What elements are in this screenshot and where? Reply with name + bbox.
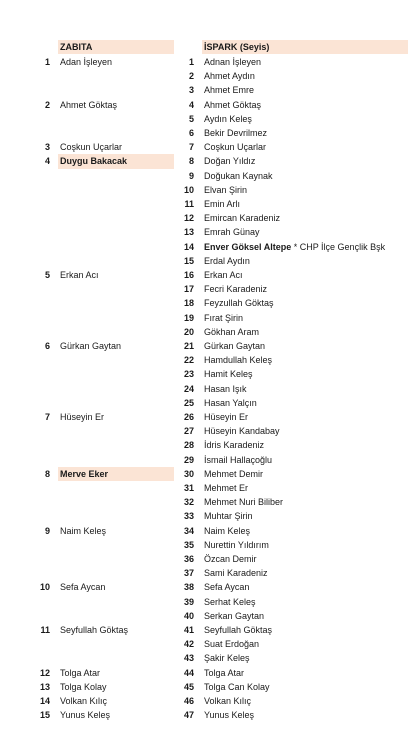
zabita-name	[58, 637, 174, 651]
table-row	[0, 197, 408, 211]
ispark-name-cell	[202, 240, 408, 254]
table-row	[0, 438, 408, 452]
zabita-number	[14, 197, 50, 211]
ispark-name-cell	[202, 453, 408, 467]
ispark-name-cell	[202, 623, 408, 637]
ispark-name-cell	[202, 524, 408, 538]
zabita-number	[14, 495, 50, 509]
zabita-name: Erkan Acı	[60, 270, 99, 280]
table-row	[0, 666, 408, 680]
table-row	[0, 268, 408, 282]
ispark-name: Hasan Işık	[204, 383, 247, 394]
table-row	[0, 225, 408, 239]
zabita-number: 4	[44, 156, 50, 167]
ispark-number: 12	[183, 213, 194, 224]
zabita-name	[58, 197, 174, 211]
ispark-name-cell	[202, 694, 408, 708]
zabita-number	[14, 481, 50, 495]
ispark-number: 20	[183, 326, 194, 337]
ispark-name: Hüseyin Kandabay	[204, 426, 280, 437]
table-row	[0, 467, 408, 481]
ispark-number: 35	[183, 539, 194, 550]
zabita-name	[58, 126, 174, 140]
zabita-name: Duygu Bakacak	[58, 154, 174, 168]
ispark-number: 15	[183, 255, 194, 266]
zabita-number	[14, 183, 50, 197]
ispark-number: 40	[183, 610, 194, 621]
zabita-number	[14, 254, 50, 268]
ispark-number: 5	[188, 113, 194, 124]
zabita-number	[14, 225, 50, 239]
ispark-name-cell	[202, 353, 408, 367]
zabita-name	[58, 453, 174, 467]
zabita-name: Volkan Kılıç	[60, 696, 108, 706]
table-row	[0, 311, 408, 325]
table-row	[0, 566, 408, 580]
zabita-number	[14, 325, 50, 339]
zabita-number	[14, 69, 50, 83]
zabita-number	[14, 382, 50, 396]
ispark-number: 23	[183, 369, 194, 380]
table-row	[0, 410, 408, 424]
ispark-name: Özcan Demir	[204, 554, 257, 564]
zabita-name	[58, 509, 174, 523]
ispark-name: Seyfullah Göktaş	[204, 625, 273, 635]
ispark-name: Nurettin Yıldırım	[204, 539, 269, 550]
ispark-name: Emin Arlı	[204, 199, 241, 209]
zabita-number	[14, 169, 50, 183]
zabita-name	[58, 566, 174, 580]
zabita-number: 3	[44, 142, 50, 153]
zabita-number	[14, 453, 50, 467]
ispark-name-cell	[202, 140, 408, 154]
zabita-number: 14	[39, 696, 50, 706]
ispark-number: 8	[188, 156, 194, 167]
ispark-number: 2	[188, 71, 194, 82]
table-row	[0, 211, 408, 225]
ispark-number: 43	[183, 653, 194, 664]
ispark-number: 42	[183, 639, 194, 650]
zabita-name	[58, 69, 174, 83]
zabita-name	[58, 211, 174, 225]
table-row	[0, 708, 408, 722]
ispark-name: Fırat Şirin	[204, 312, 244, 323]
zabita-number: 5	[44, 270, 50, 280]
zabita-name	[58, 595, 174, 609]
zabita-name: Sefa Aycan	[60, 582, 106, 593]
zabita-number: 7	[44, 412, 50, 422]
ispark-name: Emircan Karadeniz	[204, 213, 281, 224]
table-row	[0, 580, 408, 594]
table-row	[0, 296, 408, 310]
ispark-name: Yunus Keleş	[204, 710, 255, 721]
ispark-name-cell	[202, 708, 408, 722]
zabita-number	[14, 609, 50, 623]
ispark-name: Fecri Karadeniz	[204, 284, 268, 295]
table-row	[0, 694, 408, 708]
ispark-number: 1	[188, 57, 194, 67]
ispark-name: Hüseyin Er	[204, 412, 249, 422]
ispark-name: Volkan Kılıç	[204, 696, 252, 706]
ispark-name-cell	[202, 495, 408, 509]
ispark-number: 32	[183, 497, 194, 508]
ispark-number: 11	[184, 199, 194, 209]
ispark-name: Doğukan Kaynak	[204, 170, 273, 181]
zabita-number	[14, 367, 50, 381]
ispark-number: 34	[183, 525, 194, 536]
ispark-number: 21	[183, 341, 194, 351]
zabita-name	[58, 311, 174, 325]
zabita-name	[58, 112, 174, 126]
zabita-name: Seyfullah Göktaş	[60, 625, 129, 635]
ispark-name-cell	[202, 69, 408, 83]
table-row	[0, 140, 408, 154]
table-row	[0, 240, 408, 254]
ispark-number: 30	[183, 468, 194, 479]
ispark-note: * CHP İlçe Gençlik Bşk	[291, 241, 386, 252]
zabita-name	[58, 183, 174, 197]
table-row	[0, 651, 408, 665]
ispark-name-cell	[202, 126, 408, 140]
ispark-number: 41	[183, 625, 194, 635]
ispark-name-cell	[202, 197, 408, 211]
zabita-number: 11	[40, 625, 50, 635]
zabita-header: ZABITA	[58, 40, 174, 54]
zabita-number	[14, 282, 50, 296]
ispark-name-cell	[202, 396, 408, 410]
ispark-name: Sami Karadeniz	[204, 568, 268, 579]
zabita-name	[58, 240, 174, 254]
table-row	[0, 98, 408, 112]
zabita-name: Yunus Keleş	[60, 710, 111, 721]
table-row	[0, 183, 408, 197]
ispark-name-cell	[202, 680, 408, 694]
zabita-number	[14, 651, 50, 665]
zabita-name	[58, 609, 174, 623]
zabita-number	[14, 424, 50, 438]
ispark-name: Emrah Günay	[204, 227, 260, 238]
zabita-name	[58, 481, 174, 495]
zabita-number	[14, 396, 50, 410]
ispark-name: Aydın Keleş	[204, 113, 252, 124]
zabita-name: Tolga Atar	[60, 667, 101, 678]
zabita-name: Naim Keleş	[60, 525, 107, 536]
zabita-name	[58, 396, 174, 410]
ispark-number: 33	[183, 511, 194, 522]
ispark-number: 22	[183, 355, 194, 366]
ispark-name: Hamit Keleş	[204, 369, 253, 380]
table-row	[0, 538, 408, 552]
zabita-number	[14, 566, 50, 580]
ispark-number: 26	[183, 412, 194, 422]
ispark-name: İdris Karadeniz	[204, 440, 265, 451]
ispark-number: 7	[188, 142, 194, 153]
zabita-name: Coşkun Uçarlar	[60, 142, 123, 153]
table-row	[0, 154, 408, 168]
table-row	[0, 55, 408, 69]
table-row	[0, 453, 408, 467]
zabita-name	[58, 438, 174, 452]
zabita-number: 13	[39, 681, 50, 692]
ispark-name: Doğan Yıldız	[204, 156, 256, 167]
ispark-name-cell	[202, 183, 408, 197]
zabita-name	[58, 282, 174, 296]
ispark-number: 39	[183, 596, 194, 607]
zabita-number: 10	[39, 582, 50, 593]
ispark-number: 13	[183, 227, 194, 238]
ispark-number: 46	[183, 696, 194, 706]
zabita-name	[58, 367, 174, 381]
zabita-name	[58, 424, 174, 438]
zabita-number: 1	[44, 57, 50, 67]
ispark-number: 3	[188, 85, 194, 96]
ispark-name-cell	[202, 339, 408, 353]
ispark-name: Ahmet Aydın	[204, 71, 255, 82]
ispark-name-cell	[202, 609, 408, 623]
ispark-name-cell	[202, 438, 408, 452]
ispark-name: Sefa Aycan	[204, 582, 250, 593]
zabita-number	[14, 126, 50, 140]
ispark-name-cell	[202, 296, 408, 310]
ispark-name-cell	[202, 509, 408, 523]
table-row	[0, 382, 408, 396]
zabita-number	[14, 538, 50, 552]
table-row	[0, 126, 408, 140]
ispark-name: Suat Erdoğan	[204, 639, 260, 650]
ispark-name-cell	[202, 83, 408, 97]
zabita-name	[58, 382, 174, 396]
ispark-name: İsmail Hallaçoğlu	[204, 454, 273, 465]
table-row	[0, 552, 408, 566]
ispark-name: Mehmet Er	[204, 483, 249, 493]
ispark-name: Tolga Can Kolay	[204, 681, 270, 692]
ispark-name-cell	[202, 637, 408, 651]
ispark-name-cell	[202, 311, 408, 325]
ispark-name: Serkan Gaytan	[204, 610, 265, 621]
zabita-number: 15	[39, 710, 50, 721]
ispark-name-cell	[202, 325, 408, 339]
zabita-number: 9	[44, 525, 50, 536]
ispark-name: Mehmet Demir	[204, 468, 264, 479]
ispark-name: Coşkun Uçarlar	[204, 142, 267, 153]
ispark-name: Ahmet Emre	[204, 85, 255, 96]
ispark-number: 28	[183, 440, 194, 451]
zabita-number: 12	[39, 667, 50, 678]
ispark-name-cell	[202, 169, 408, 183]
ispark-name-cell	[202, 225, 408, 239]
zabita-number	[14, 509, 50, 523]
ispark-name-cell	[202, 367, 408, 381]
ispark-number: 19	[183, 312, 194, 323]
ispark-name-cell	[202, 55, 408, 69]
table-row	[0, 169, 408, 183]
ispark-name-cell	[202, 666, 408, 680]
table-row	[0, 509, 408, 523]
ispark-name: Serhat Keleş	[204, 596, 256, 607]
table-row	[0, 83, 408, 97]
ispark-number: 6	[188, 128, 194, 138]
ispark-name-cell	[202, 481, 408, 495]
ispark-name-cell	[202, 552, 408, 566]
zabita-name	[58, 296, 174, 310]
ispark-name-cell	[202, 112, 408, 126]
table-row	[0, 112, 408, 126]
ispark-name: Enver Göksel Altepe	[204, 241, 292, 252]
zabita-name: Adan İşleyen	[60, 57, 113, 67]
ispark-name: Feyzullah Göktaş	[204, 298, 274, 309]
zabita-name	[58, 169, 174, 183]
zabita-name	[58, 325, 174, 339]
ispark-name: Adnan İşleyen	[204, 57, 262, 67]
table-row	[0, 609, 408, 623]
ispark-name: Elvan Şirin	[204, 184, 248, 195]
ispark-number: 38	[183, 582, 194, 593]
ispark-name-cell	[202, 268, 408, 282]
ispark-number: 44	[183, 667, 194, 678]
ispark-name: Naim Keleş	[204, 525, 251, 536]
ispark-number: 24	[183, 383, 194, 394]
zabita-number	[14, 353, 50, 367]
ispark-name-cell	[202, 254, 408, 268]
header-row	[0, 40, 408, 54]
ispark-name: Tolga Atar	[204, 667, 245, 678]
table-row	[0, 481, 408, 495]
table-row	[0, 495, 408, 509]
zabita-name	[58, 225, 174, 239]
ispark-number: 17	[183, 284, 194, 295]
ispark-name: Gökhan Aram	[204, 326, 260, 337]
ispark-name: Hamdullah Keleş	[204, 355, 273, 366]
ispark-name-cell	[202, 651, 408, 665]
zabita-name: Tolga Kolay	[60, 681, 107, 692]
zabita-number	[14, 112, 50, 126]
ispark-number: 45	[183, 681, 194, 692]
zabita-number	[14, 595, 50, 609]
ispark-number: 36	[183, 554, 194, 564]
table-row	[0, 254, 408, 268]
zabita-name	[58, 651, 174, 665]
ispark-name: Bekir Devrilmez	[204, 128, 268, 138]
ispark-number: 4	[188, 99, 194, 110]
table-row	[0, 339, 408, 353]
ispark-name-cell	[202, 424, 408, 438]
zabita-name	[58, 552, 174, 566]
zabita-name	[58, 495, 174, 509]
ispark-number: 27	[183, 426, 194, 437]
zabita-number: 6	[44, 341, 50, 351]
zabita-name	[58, 353, 174, 367]
ispark-name-cell	[202, 566, 408, 580]
ispark-name: Mehmet Nuri Biliber	[204, 497, 284, 508]
table-row	[0, 396, 408, 410]
ispark-name-cell	[202, 410, 408, 424]
zabita-name	[58, 83, 174, 97]
ispark-name: Erdal Aydın	[204, 255, 250, 266]
zabita-number: 2	[44, 99, 50, 110]
ispark-name: Hasan Yalçın	[204, 397, 257, 408]
ispark-name-cell	[202, 282, 408, 296]
table-row	[0, 524, 408, 538]
ispark-name-cell	[202, 382, 408, 396]
zabita-name	[58, 538, 174, 552]
ispark-name-cell	[202, 211, 408, 225]
zabita-number	[14, 83, 50, 97]
table-row	[0, 680, 408, 694]
ispark-name: Muhtar Şirin	[204, 511, 253, 522]
ispark-number: 25	[183, 397, 194, 408]
table-row	[0, 424, 408, 438]
zabita-number	[14, 296, 50, 310]
ispark-name-cell	[202, 98, 408, 112]
ispark-number: 29	[183, 454, 194, 465]
table-row	[0, 282, 408, 296]
table-row	[0, 353, 408, 367]
table-row	[0, 623, 408, 637]
ispark-header: İSPARK (Seyis)	[202, 40, 408, 54]
zabita-number: 8	[44, 468, 50, 479]
ispark-number: 18	[183, 298, 194, 309]
table-row	[0, 325, 408, 339]
ispark-number: 9	[188, 170, 194, 181]
table-row	[0, 595, 408, 609]
zabita-name: Ahmet Göktaş	[60, 99, 118, 110]
zabita-number	[14, 211, 50, 225]
ispark-name: Erkan Acı	[204, 270, 243, 280]
table-row	[0, 637, 408, 651]
zabita-name: Gürkan Gaytan	[60, 341, 122, 351]
ispark-number: 37	[183, 568, 194, 579]
ispark-name-cell	[202, 467, 408, 481]
table-row	[0, 69, 408, 83]
zabita-number	[14, 637, 50, 651]
zabita-name: Merve Eker	[58, 467, 174, 481]
ispark-name-cell	[202, 154, 408, 168]
ispark-number: 10	[183, 184, 194, 195]
zabita-number	[14, 311, 50, 325]
zabita-number	[14, 438, 50, 452]
ispark-name: Gürkan Gaytan	[204, 341, 266, 351]
zabita-name: Hüseyin Er	[60, 412, 105, 422]
ispark-number: 14	[183, 241, 194, 252]
ispark-number: 31	[183, 483, 194, 493]
ispark-name-cell	[202, 580, 408, 594]
ispark-name: Şakir Keleş	[204, 653, 250, 664]
ispark-name-cell	[202, 595, 408, 609]
ispark-number: 16	[183, 270, 194, 280]
zabita-number	[14, 552, 50, 566]
ispark-name: Ahmet Göktaş	[204, 99, 262, 110]
table-row	[0, 367, 408, 381]
ispark-name-cell	[202, 538, 408, 552]
zabita-number	[14, 240, 50, 254]
ispark-number: 47	[183, 710, 194, 721]
zabita-name	[58, 254, 174, 268]
